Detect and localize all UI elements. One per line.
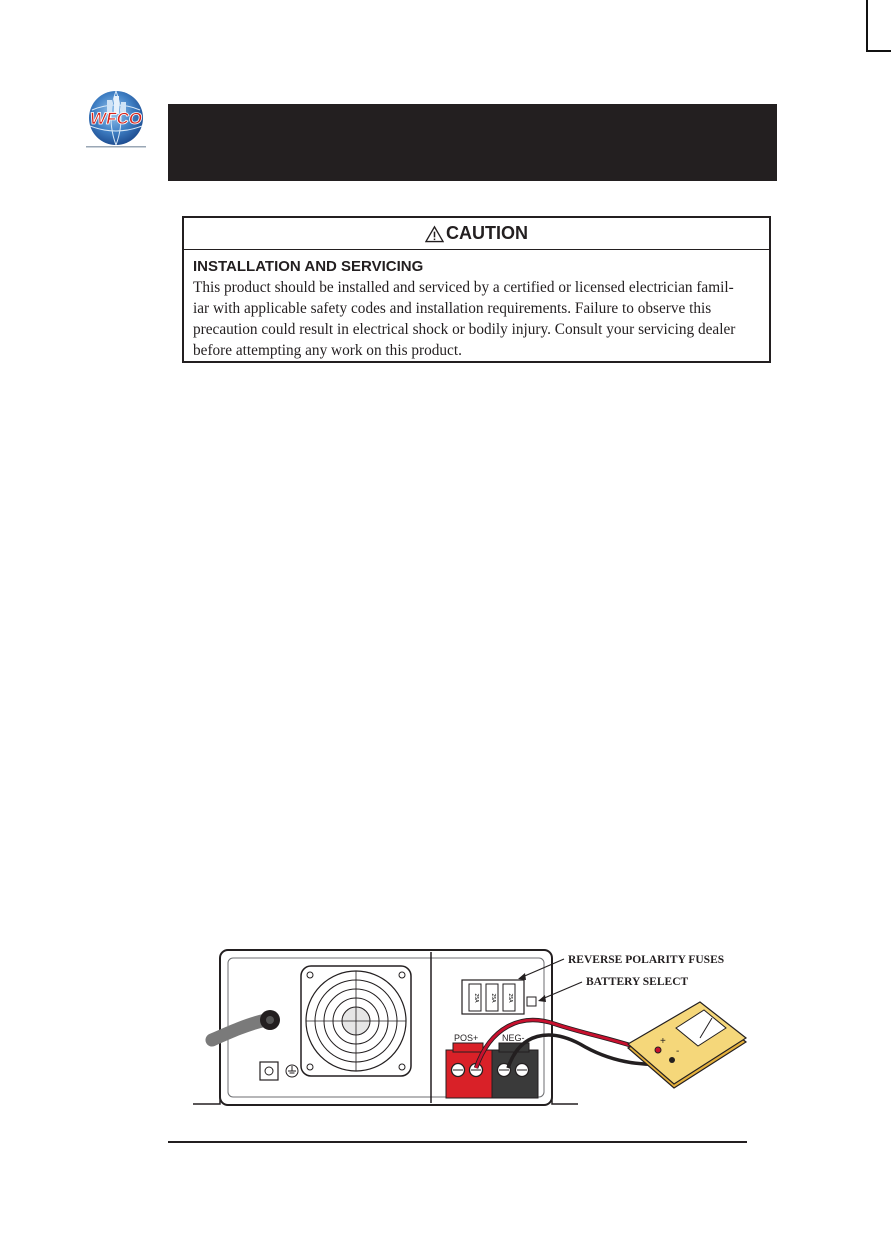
fuse-label: 25A: [490, 993, 496, 1003]
crop-mark-horizontal: [868, 50, 891, 52]
svg-text:WFCO: WFCO: [90, 109, 142, 128]
cooling-fan: [301, 966, 411, 1076]
caution-box: [182, 216, 771, 363]
caution-line: precaution could result in electrical shock or bodily injury. Consult your servicing dealer: [193, 321, 736, 338]
fuse-block: [462, 980, 524, 1014]
wfco-logo: [80, 88, 152, 150]
section-heading: INSTALLATION AND SERVICING: [193, 258, 424, 275]
mounting-foot-left: [193, 1094, 220, 1104]
warning-triangle-icon: [425, 225, 444, 243]
meter-plus-sign: +: [660, 1036, 666, 1047]
crop-mark-vertical: [866, 0, 868, 52]
caution-line: before attempting any work on this product.: [193, 342, 462, 359]
fuse-label: 25A: [473, 993, 479, 1003]
caution-line: iar with applicable safety codes and installation requirements. Failure to observe this: [193, 300, 712, 317]
converter-wiring-diagram: [190, 940, 750, 1115]
footer-rule: [168, 1141, 747, 1143]
caution-header: [184, 218, 769, 250]
mounting-foot-right: [552, 1094, 578, 1104]
reset-switch: [260, 1062, 278, 1080]
callout-reverse-polarity-fuses: REVERSE POLARITY FUSES: [568, 954, 725, 966]
callout-battery-select: BATTERY SELECT: [586, 976, 689, 988]
meter-minus-sign: -: [676, 1046, 680, 1057]
fuse-label: 25A: [507, 993, 513, 1003]
caution-paragraph: [193, 277, 760, 361]
battery-select-switch: [527, 997, 536, 1006]
caution-title: CAUTION: [446, 223, 528, 243]
header-bar: [168, 104, 777, 181]
caution-body: [184, 250, 769, 361]
neg-terminal-label: NEG-: [502, 1033, 525, 1043]
caution-line: This product should be installed and serviced by a certified or licensed electrician famil-: [193, 279, 734, 296]
multimeter: [628, 1002, 746, 1088]
pos-terminal-label: POS+: [454, 1033, 479, 1043]
